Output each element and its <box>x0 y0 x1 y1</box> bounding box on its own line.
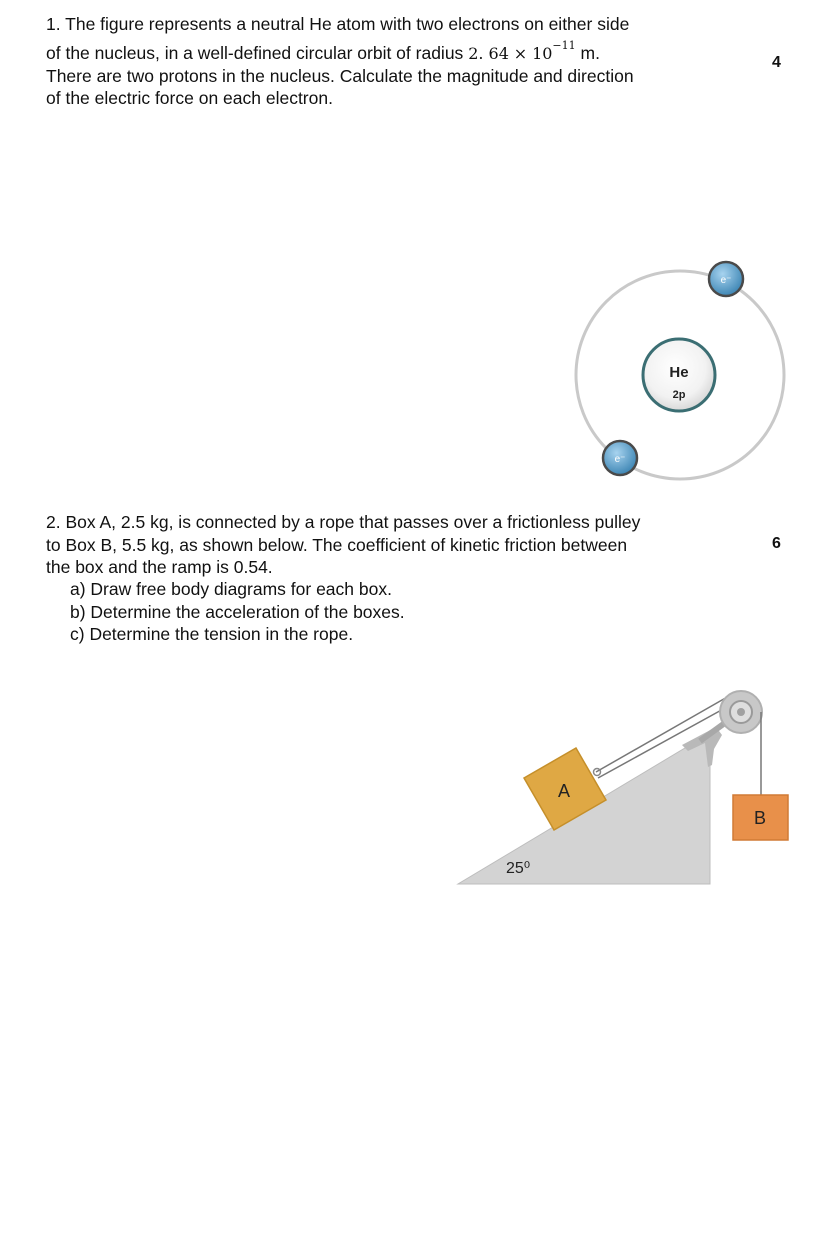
question-2 <box>46 511 746 579</box>
q2-part-b: b) Determine the acceleration of the boxes. <box>70 601 405 622</box>
electron-top-label: e⁻ <box>720 275 732 286</box>
pulley-axle <box>737 708 745 716</box>
question-1 <box>46 13 726 110</box>
radius-exponent: −11 <box>552 38 576 52</box>
q2-line-1: 2. Box A, 2.5 kg, is connected by a rope that passes over a frictionless pulley <box>46 512 641 532</box>
radius-base: 10 <box>532 43 553 63</box>
electron-bottom-label: e⁻ <box>614 454 626 465</box>
q1-line-4: of the electric force on each electron. <box>46 88 333 109</box>
nucleus-label: He <box>669 364 689 381</box>
q2-line-3: the box and the ramp is 0.54. <box>46 557 273 577</box>
box-b-label: B <box>753 808 767 828</box>
q1-line-1: 1. The figure represents a neutral He atom with two electrons on either side <box>46 14 630 34</box>
q1-marks: 4 <box>772 54 781 71</box>
q2-part-a: a) Draw free body diagrams for each box. <box>70 579 392 599</box>
ramp-pulley-figure <box>450 675 810 895</box>
angle-label: 25⁰ <box>506 860 531 877</box>
nucleus-sublabel: 2p <box>672 389 686 401</box>
q1-line-2-text: of the nucleus, in a well-defined circular orbit of radius <box>46 42 464 63</box>
radius-unit: m. <box>580 42 600 63</box>
helium-atom-figure <box>560 248 820 498</box>
box-a-label: A <box>557 781 571 801</box>
q1-line-3: There are two protons in the nucleus. Calculate the magnitude and direction <box>46 65 634 86</box>
times-symbol: × <box>513 43 528 63</box>
q2-marks: 6 <box>772 535 781 552</box>
q2-part-c: c) Determine the tension in the rope. <box>70 624 354 644</box>
q2-line-2: to Box B, 5.5 kg, as shown below. The coefficient of kinetic friction between <box>46 534 628 555</box>
q2-parts-list <box>70 578 405 646</box>
radius-mantissa: 2. 64 <box>468 43 509 63</box>
q1-line-2 <box>46 38 726 65</box>
